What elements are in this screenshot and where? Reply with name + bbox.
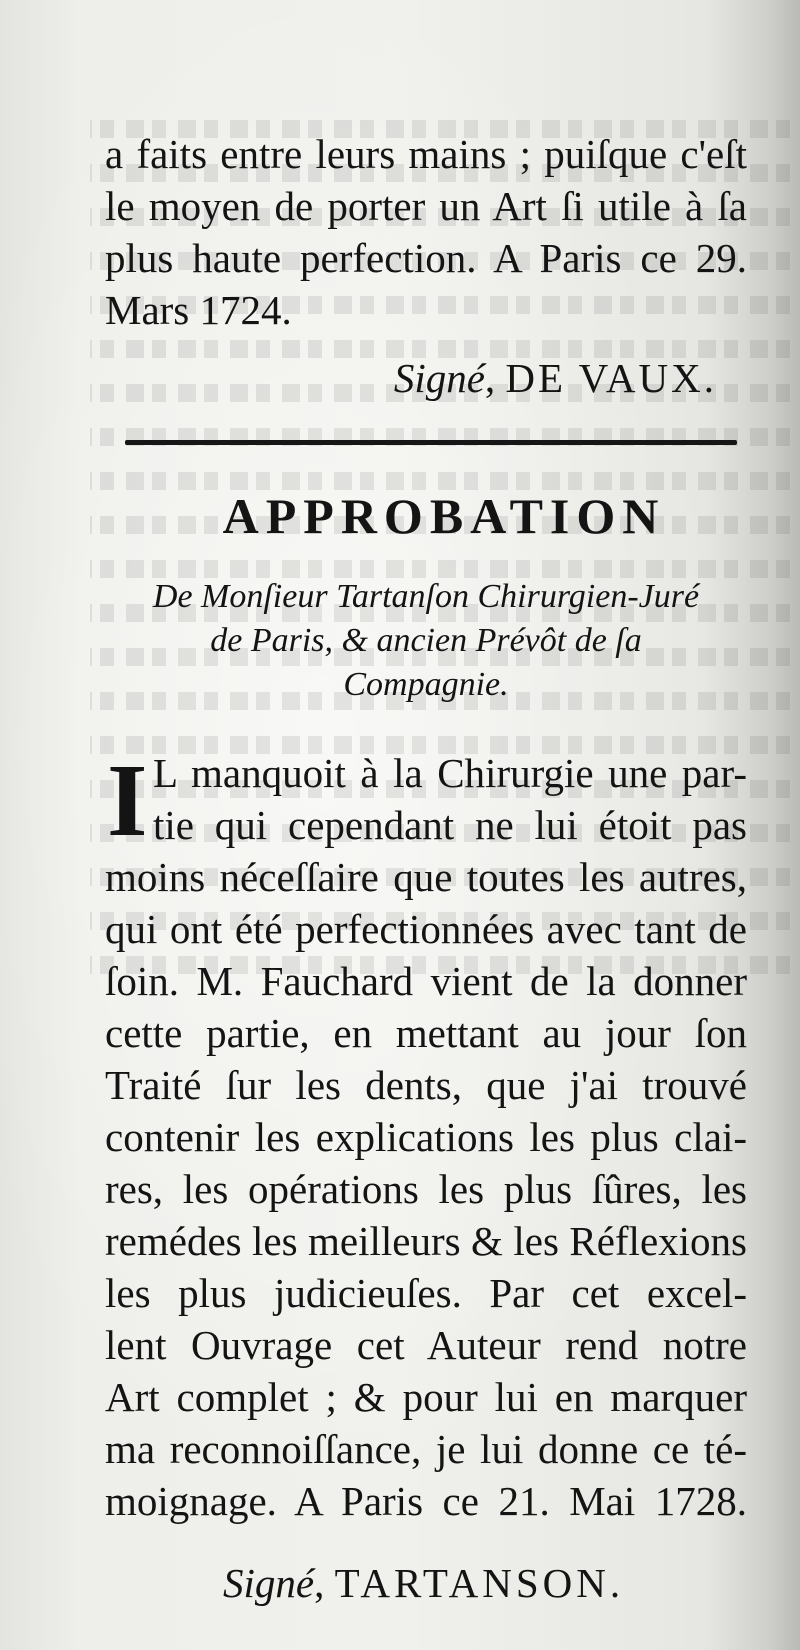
body-line: contenir les explications les plus clai- bbox=[105, 1114, 747, 1160]
body-line: qui ont été perfectionnées avec tant de bbox=[105, 906, 747, 952]
section-heading: APPROBATION bbox=[222, 488, 666, 544]
signature-name: TARTANSON. bbox=[334, 1560, 625, 1606]
signature-tartanson bbox=[105, 1557, 747, 1609]
body-line: Art complet ; & pour lui en marquer bbox=[105, 1374, 747, 1420]
subtitle-line: de Paris, & ancien Prévôt de ſa bbox=[210, 622, 642, 659]
signature-separator: , bbox=[484, 355, 506, 401]
body-line: moins néceſſaire que toutes les autres, bbox=[105, 854, 747, 900]
body-line: moignage. A Paris ce 21. Mai 1728. bbox=[105, 1478, 747, 1524]
body-line: remédes les meilleurs & les Réflexions bbox=[105, 1218, 747, 1264]
page-content bbox=[105, 128, 747, 1609]
body-line: Traité ſur les dents, que j'ai trouvé bbox=[105, 1062, 747, 1108]
signature-separator: , bbox=[314, 1560, 335, 1606]
top-paragraph bbox=[105, 128, 747, 336]
signature-de-vaux bbox=[105, 352, 747, 404]
top-paragraph-line: plus haute perfection. A Paris ce 29. bbox=[105, 235, 747, 281]
body-line: ma reconnoiſſance, je lui donne ce té- bbox=[105, 1426, 747, 1472]
body-line: tie qui cependant ne lui étoit pas bbox=[153, 802, 747, 848]
top-paragraph-line: Mars 1724. bbox=[105, 287, 292, 333]
body-line: cette partie, en mettant au jour ſon bbox=[105, 1010, 747, 1056]
section-subtitle bbox=[105, 575, 747, 707]
body-line: L manquoit à la Chirurgie une par- bbox=[153, 750, 747, 796]
body-line: res, les opérations les plus ſûres, les bbox=[105, 1166, 747, 1212]
subtitle-line: Compagnie. bbox=[343, 666, 509, 703]
subtitle-line: De Monſieur Tartanſon Chirurgien-Juré bbox=[152, 578, 700, 615]
signature-name: DE VAUX. bbox=[505, 355, 717, 401]
approbation-body bbox=[105, 743, 747, 1527]
signature-prefix: Signé bbox=[393, 355, 485, 401]
section-divider-rule bbox=[125, 440, 737, 445]
body-line: les plus judicieuſes. Par cet excel- bbox=[105, 1270, 747, 1316]
drop-cap-letter: I bbox=[107, 743, 148, 858]
top-paragraph-line: le moyen de porter un Art ſi utile à ſa bbox=[105, 183, 747, 229]
signature-prefix: Signé bbox=[223, 1560, 315, 1606]
body-line: lent Ouvrage cet Auteur rend notre bbox=[105, 1322, 747, 1368]
body-line: ſoin. M. Fauchard vient de la donner bbox=[105, 958, 747, 1004]
top-paragraph-line: a faits entre leurs mains ; puiſque c'eſt bbox=[105, 131, 747, 177]
